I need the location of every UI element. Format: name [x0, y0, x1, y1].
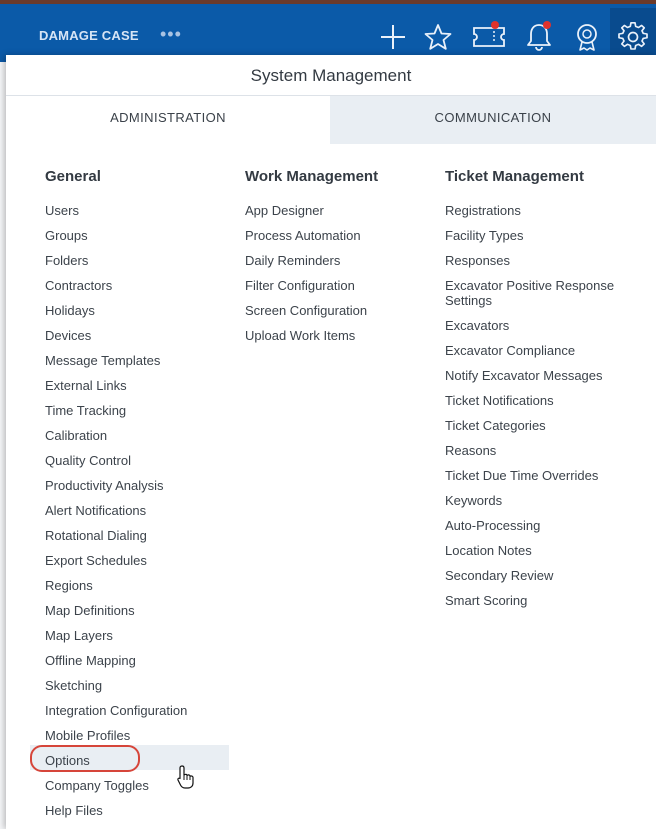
menu-item-secondary-review[interactable]: [445, 563, 635, 588]
menu-item-label: Regions: [45, 578, 93, 593]
menu-item-label: Company Toggles: [45, 778, 149, 793]
menu-item-label: Holidays: [45, 303, 95, 318]
menu-item-label: Upload Work Items: [245, 328, 356, 343]
menu-item-users[interactable]: [45, 198, 225, 223]
ticket-management-menu-list: [445, 198, 635, 613]
menu-item-label: Options: [45, 753, 90, 768]
menu-item-label: Help Files: [45, 803, 103, 818]
menu-item-label: Sketching: [45, 678, 103, 693]
menu-item-help-files[interactable]: [45, 798, 225, 823]
menu-item-label: Calibration: [45, 428, 108, 443]
menu-item-label: Excavators: [445, 318, 510, 333]
menu-item-label: Alert Notifications: [45, 503, 147, 518]
gear-icon: [618, 22, 648, 52]
tab-administration[interactable]: ADMINISTRATION: [6, 96, 330, 144]
ticket-management-column: [445, 168, 635, 613]
menu-item-label: Filter Configuration: [245, 278, 355, 293]
column-heading: Work Management: [245, 168, 379, 185]
menu-item-label: App Designer: [245, 203, 324, 218]
menu-item-calibration[interactable]: [45, 423, 225, 448]
menu-item-label: Ticket Notifications: [445, 393, 554, 408]
menu-item-smart-scoring[interactable]: [445, 588, 635, 613]
menu-item-label: Registrations: [445, 203, 521, 218]
menu-item-label: Ticket Due Time Overrides: [445, 468, 599, 483]
general-menu-list: [45, 198, 225, 823]
plus-icon[interactable]: [378, 22, 408, 52]
menu-item-folders[interactable]: [45, 248, 225, 273]
menu-item-auto-processing[interactable]: [445, 513, 635, 538]
menu-item-label: Map Definitions: [45, 603, 135, 618]
menu-item-label: Users: [45, 203, 79, 218]
menu-item-time-tracking[interactable]: [45, 398, 225, 423]
more-menu-icon[interactable]: •••: [160, 24, 182, 44]
menu-item-export-schedules[interactable]: [45, 548, 225, 573]
menu-item-offline-mapping[interactable]: [45, 648, 225, 673]
star-icon[interactable]: [423, 22, 453, 52]
menu-item-excavator-positive-response-settings[interactable]: [445, 273, 635, 313]
menu-item-label: Smart Scoring: [445, 593, 528, 608]
tab-communication[interactable]: COMMUNICATION: [330, 96, 656, 144]
menu-item-ticket-categories[interactable]: [445, 413, 635, 438]
menu-item-map-layers[interactable]: [45, 623, 225, 648]
menu-item-reasons[interactable]: [445, 438, 635, 463]
menu-item-rotational-dialing[interactable]: [45, 523, 225, 548]
menu-item-label: Process Automation: [245, 228, 361, 243]
menu-item-label: Reasons: [445, 443, 497, 458]
menu-item-label: Map Layers: [45, 628, 113, 643]
menu-item-label: Offline Mapping: [45, 653, 136, 668]
panel-title: System Management: [6, 55, 656, 96]
menu-item-productivity-analysis[interactable]: [45, 473, 225, 498]
menu-item-facility-types[interactable]: [445, 223, 635, 248]
system-management-panel: [6, 55, 656, 829]
menu-item-groups[interactable]: [45, 223, 225, 248]
top-navigation-bar: [0, 4, 656, 62]
menu-item-external-links[interactable]: [45, 373, 225, 398]
menu-item-ticket-notifications[interactable]: [445, 388, 635, 413]
menu-item-daily-reminders[interactable]: [245, 248, 425, 273]
ticket-notification-badge: [491, 21, 499, 29]
work-management-menu-list: [245, 198, 425, 348]
hand-cursor-icon: [176, 764, 196, 790]
menu-item-quality-control[interactable]: [45, 448, 225, 473]
ticket-icon[interactable]: [472, 22, 506, 52]
menu-item-label: Message Templates: [45, 353, 161, 368]
menu-item-label: Export Schedules: [45, 553, 147, 568]
menu-item-alert-notifications[interactable]: [45, 498, 225, 523]
menu-item-label: Daily Reminders: [245, 253, 341, 268]
menu-item-excavator-compliance[interactable]: [445, 338, 635, 363]
menu-item-registrations[interactable]: [445, 198, 635, 223]
options-highlight-ring: [30, 745, 140, 772]
menu-item-label: Folders: [45, 253, 89, 268]
menu-item-location-notes[interactable]: [445, 538, 635, 563]
menu-item-label: Excavator Positive Response Settings: [445, 278, 615, 308]
menu-item-regions[interactable]: [45, 573, 225, 598]
menu-item-label: Notify Excavator Messages: [445, 368, 603, 383]
menu-item-notify-excavator-messages[interactable]: [445, 363, 635, 388]
menu-item-sketching[interactable]: [45, 673, 225, 698]
menu-item-filter-configuration[interactable]: [245, 273, 425, 298]
menu-item-excavators[interactable]: [445, 313, 635, 338]
menu-item-label: Auto-Processing: [445, 518, 541, 533]
menu-item-label: Quality Control: [45, 453, 131, 468]
app-title[interactable]: DAMAGE CASE: [39, 28, 139, 43]
menu-item-process-automation[interactable]: [245, 223, 425, 248]
menu-item-screen-configuration[interactable]: [245, 298, 425, 323]
menu-item-label: Ticket Categories: [445, 418, 546, 433]
menu-item-label: Devices: [45, 328, 92, 343]
menu-item-label: Productivity Analysis: [45, 478, 164, 493]
menu-item-keywords[interactable]: [445, 488, 635, 513]
menu-item-label: Groups: [45, 228, 88, 243]
menu-item-label: Excavator Compliance: [445, 343, 576, 358]
badge-icon[interactable]: [572, 22, 602, 52]
column-heading: Ticket Management: [445, 168, 584, 185]
menu-item-contractors[interactable]: [45, 273, 225, 298]
menu-item-label: Keywords: [445, 493, 503, 508]
menu-item-responses[interactable]: [445, 248, 635, 273]
menu-item-label: Rotational Dialing: [45, 528, 147, 543]
column-heading: General: [45, 168, 101, 185]
menu-item-ticket-due-time-overrides[interactable]: [445, 463, 635, 488]
general-column: [45, 168, 225, 823]
menu-item-label: Responses: [445, 253, 511, 268]
menu-item-integration-configuration[interactable]: [45, 698, 225, 723]
menu-item-devices[interactable]: [45, 323, 225, 348]
menu-item-label: Mobile Profiles: [45, 728, 131, 743]
menu-item-label: External Links: [45, 378, 127, 393]
menu-item-label: Screen Configuration: [245, 303, 368, 318]
menu-item-label: Time Tracking: [45, 403, 127, 418]
menu-item-upload-work-items[interactable]: [245, 323, 425, 348]
menu-item-company-toggles[interactable]: [45, 773, 225, 798]
work-management-column: [245, 168, 425, 348]
menu-item-label: Integration Configuration: [45, 703, 188, 718]
menu-item-message-templates[interactable]: [45, 348, 225, 373]
menu-item-map-definitions[interactable]: [45, 598, 225, 623]
menu-item-label: Facility Types: [445, 228, 524, 243]
menu-item-label: Location Notes: [445, 543, 532, 558]
menu-item-app-designer[interactable]: [245, 198, 425, 223]
menu-item-label: Contractors: [45, 278, 113, 293]
bell-notification-badge: [543, 21, 551, 29]
menu-item-label: Secondary Review: [445, 568, 554, 583]
menu-item-holidays[interactable]: [45, 298, 225, 323]
